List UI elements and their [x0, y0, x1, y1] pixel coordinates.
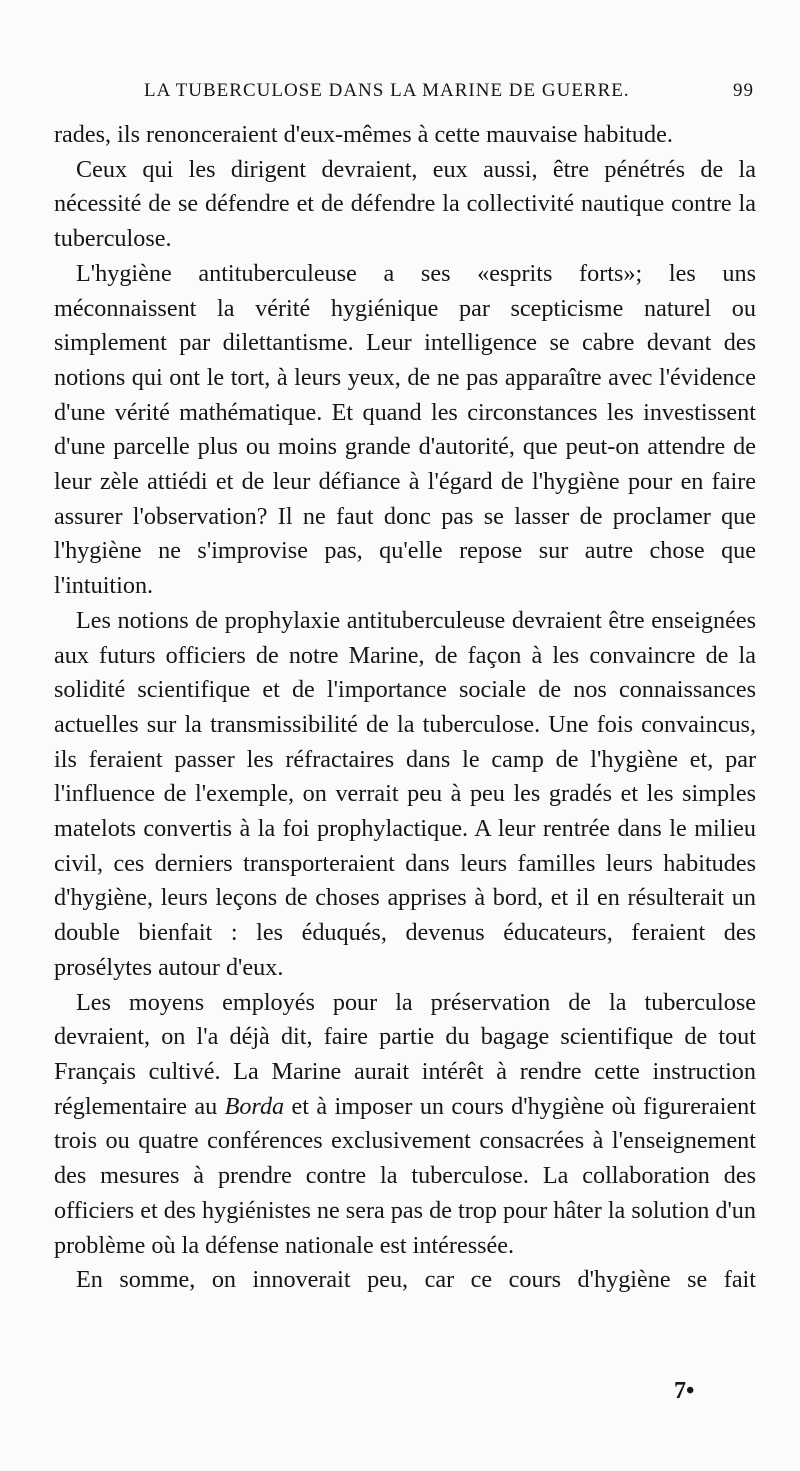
signature-mark: 7•: [674, 1378, 695, 1404]
paragraph-5-text-before: Les moyens employés pour la préservation de la tuberculose devraient, on l'a déjà dit, faire partie du bagage scientifique de tout Français cultivé. La Marine aurait intérêt à rendre cette instruction réglementaire au: [54, 988, 756, 1120]
paragraph-5-text-after: et à imposer un cours d'hygiène où figureraient trois ou quatre conférences exclusivement consacrées à l'enseignement des mesures à prendre contre la tuberculose. La collaboration des officiers et des hygiénistes ne sera pas de trop pour hâter la solution d'un problème où la défense nationale est intéressée.: [54, 1092, 756, 1259]
body-text: [54, 118, 756, 1298]
paragraph-5: [54, 986, 756, 1264]
running-title: LA TUBERCULOSE DANS LA MARINE DE GUERRE.: [144, 80, 630, 101]
paragraph-3: L'hygiène antituberculeuse a ses «esprits forts»; les uns méconnaissent la vérité hygiénique par scepticisme naturel ou simplement par dilettantisme. Leur intelligence se cabre devant des notions qui ont le tort, à leurs yeux, de ne pas apparaître avec l'évidence d'une vérité mathématique. Et quand les circonstances les investissent d'une parcelle plus ou moins grande d'autorité, que peut-on attendre de leur zèle attiédi et de leur défiance à l'égard de l'hygiène pour en faire assurer l'observation? Il ne faut donc pas se lasser de proclamer que l'hygiène ne s'improvise pas, qu'elle repose sur autre chose que l'intuition.: [54, 259, 756, 600]
paragraph-4: Les notions de prophylaxie antituberculeuse devraient être enseignées aux futurs officiers de notre Marine, de façon à les convaincre de la solidité scientifique et de l'importance sociale de nos connaissances actuelles sur la transmissibilité de la tuberculose. Une fois convaincus, ils feraient passer les réfractaires dans le camp de l'hygiène et, par l'influence de l'exemple, on verrait peu à peu les gradés et les simples matelots convertis à la foi prophylactique. A leur rentrée dans le milieu civil, ces derniers transporteraient dans leurs familles leurs habitudes d'hygiène, leurs leçons de choses apprises à bord, et il en résulterait un double bienfait : les éduqués, devenus éducateurs, feraient des prosélytes autour d'eux.: [54, 606, 756, 981]
page-number: 99: [733, 80, 754, 101]
paragraph-6: En somme, on innoverait peu, car ce cours d'hygiène se fait: [76, 1266, 756, 1294]
paragraph-2: Ceux qui les dirigent devraient, eux aussi, être pénétrés de la nécessité de se défendre et de défendre la collectivité nautique contre la tuberculose.: [54, 155, 756, 253]
paragraph-1-continued: rades, ils renonceraient d'eux-mêmes à cette mauvaise habitude.: [54, 121, 673, 148]
borda-ship-name: Borda: [224, 1092, 285, 1120]
running-header: [52, 80, 762, 112]
